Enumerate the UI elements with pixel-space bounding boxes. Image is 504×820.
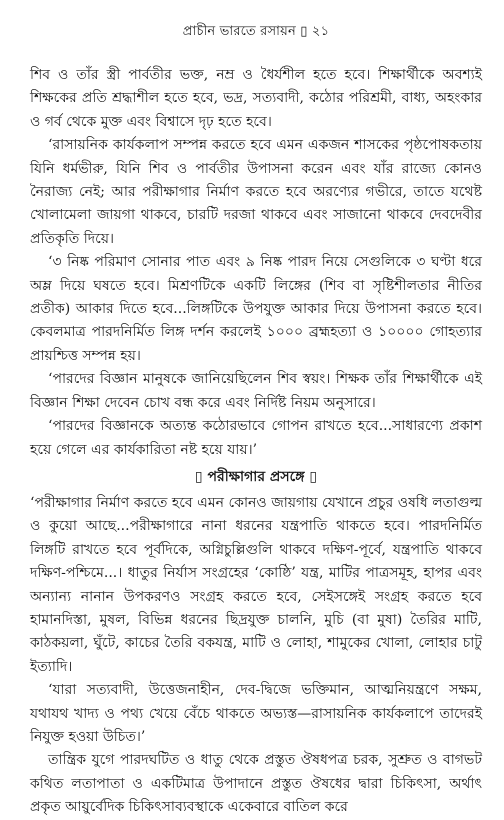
paragraph: ‘৩ নিষ্ক পরিমাণ সোনার পাত এবং ৯ নিষ্ক পারদ নিয়ে সেগুলিকে ৩ ঘণ্টা ধরে অম্ল দিয়ে ঘষতে হবে। মিশ্রণটিকে একটি লিঙ্গের (শিব বা সৃষ্টিশীলতার নীতির প্রতীক) আকার দিতে হবে...লিঙ্গটিকে উপযুক্ত আকার দিয়ে উপাসনা করতে হবে। কেবলমাত্র পারদনির্মিত লিঙ্গ দর্শন করলেই ১০০০ ব্রহ্মহত্যা ও ১০০০০ গোহত্যার প্রায়শ্চিত্ত সম্পন্ন হয়। [30,254,482,364]
section-heading: ▯ পরীক্ষাগার প্রসঙ্গে ▯ [194,468,318,485]
paragraphs-after-section [30,492,482,820]
paragraph: ‘যারা সত্যবাদী, উত্তেজনাহীন, দেব-দ্বিজে ভক্তিমান, আত্মনিয়ন্ত্রণে সক্ষম, যথাযথ খাদ্য ও পথ্য খেয়ে বেঁচে থাকতে অভ্যস্ত—রাসায়নিক কার্যকলাপে তাদেরই নিযুক্ত হওয়া উচিত।’ [30,682,482,745]
paragraph: তান্ত্রিক যুগে পারদঘটিত ও ধাতু থেকে প্রস্তুত ঔষধপত্র চরক, সুশ্রুত ও বাগভট কথিত লতাপাতা ও একটিমাত্র উপাদানে প্রস্তুত ঔষধের দ্বারা চিকিৎসা, অর্থাৎ প্রকৃত আয়ুর্বেদিক চিকিৎসাব্যবস্থাকে একেবারে বাতিল করে [30,752,482,816]
paragraph: শিব ও তাঁর স্ত্রী পার্বতীর ভক্ত, নম্র ও ধৈর্যশীল হতে হবে। শিক্ষার্থীকে অবশ্যই শিক্ষকের প্রতি শ্রদ্ধাশীল হতে হবে, ভদ্র, সত্যবাদী, কঠোর পরিশ্রমী, বাধ্য, অহংকার ও গর্ব থেকে মুক্ত এবং বিশ্বাসে দৃঢ় হতে হবে। [30,67,482,130]
running-header: প্রাচীন ভারতে রসায়ন ▯ ২১ [182,24,330,39]
book-page [30,20,482,820]
paragraph: ‘পারদের বিজ্ঞান মানুষকে জানিয়েছিলেন শিব স্বয়ং। শিক্ষক তাঁর শিক্ষার্থীকে এই বিজ্ঞান শিক্ষা দেবেন চোখ বন্ধ করে এবং নির্দিষ্ট নিয়ম অনুসারে। [30,371,482,411]
paragraphs-before-section [30,64,482,462]
paragraph: ‘রাসায়নিক কার্যকলাপ সম্পন্ন করতে হবে এমন একজন শাসকের পৃষ্ঠপোষকতায় যিনি ধর্মভীরু, যিনি শিব ও পার্বতীর উপাসনা করেন এবং যাঁর রাজ্যে কোনও নৈরাজ্য নেই; আর পরীক্ষাগার নির্মাণ করতে হবে অরণ্যের গভীরে, তাতে যথেষ্ট খোলামেলা জায়গা থাকবে, চারটি দরজা থাকবে এবং সাজানো থাকবে দেবদেবীর প্রতিকৃতি দিয়ে। [30,137,482,247]
paragraph: ‘পরীক্ষাগার নির্মাণ করতে হবে এমন কোনও জায়গায় যেখানে প্রচুর ওষধি লতাগুল্ম ও কুয়ো আছে...পরীক্ষাগারে নানা ধরনের যন্ত্রপাতি থাকতে হবে। পারদনির্মিত লিঙ্গটি রাখতে হবে পূর্বদিকে, অগ্নিচুল্লিগুলি থাকবে দক্ষিণ-পূর্বে, যন্ত্রপাতি থাকবে দক্ষিণ-পশ্চিমে...। ধাতুর নির্যাস সংগ্রহের ‘কোষ্ঠি’ যন্ত্র, মাটির পাত্রসমূহ, হাপর এবং অন্যান্য নানান উপকরণও সংগ্রহ করতে হবে, সেইসঙ্গেই সংগ্রহ করতে হবে হামানদিস্তা, মুষল, বিভিন্ন ধরনের ছিদ্রযুক্ত চালনি, মুচি (বা মুষা) তৈরির মাটি, কাঠকয়লা, ঘুঁটে, কাচের তৈরি বকযন্ত্র, মাটি ও লোহা, শামুকের খোলা, লোহার চাটু ইত্যাদি। [30,494,482,675]
page-body [30,64,482,820]
paragraph: ‘পারদের বিজ্ঞানকে অত্যন্ত কঠোরভাবে গোপন রাখতে হবে...সাধারণ্যে প্রকাশ হয়ে গেলে এর কার্যকারিতা নষ্ট হয়ে যায়।’ [30,418,482,458]
